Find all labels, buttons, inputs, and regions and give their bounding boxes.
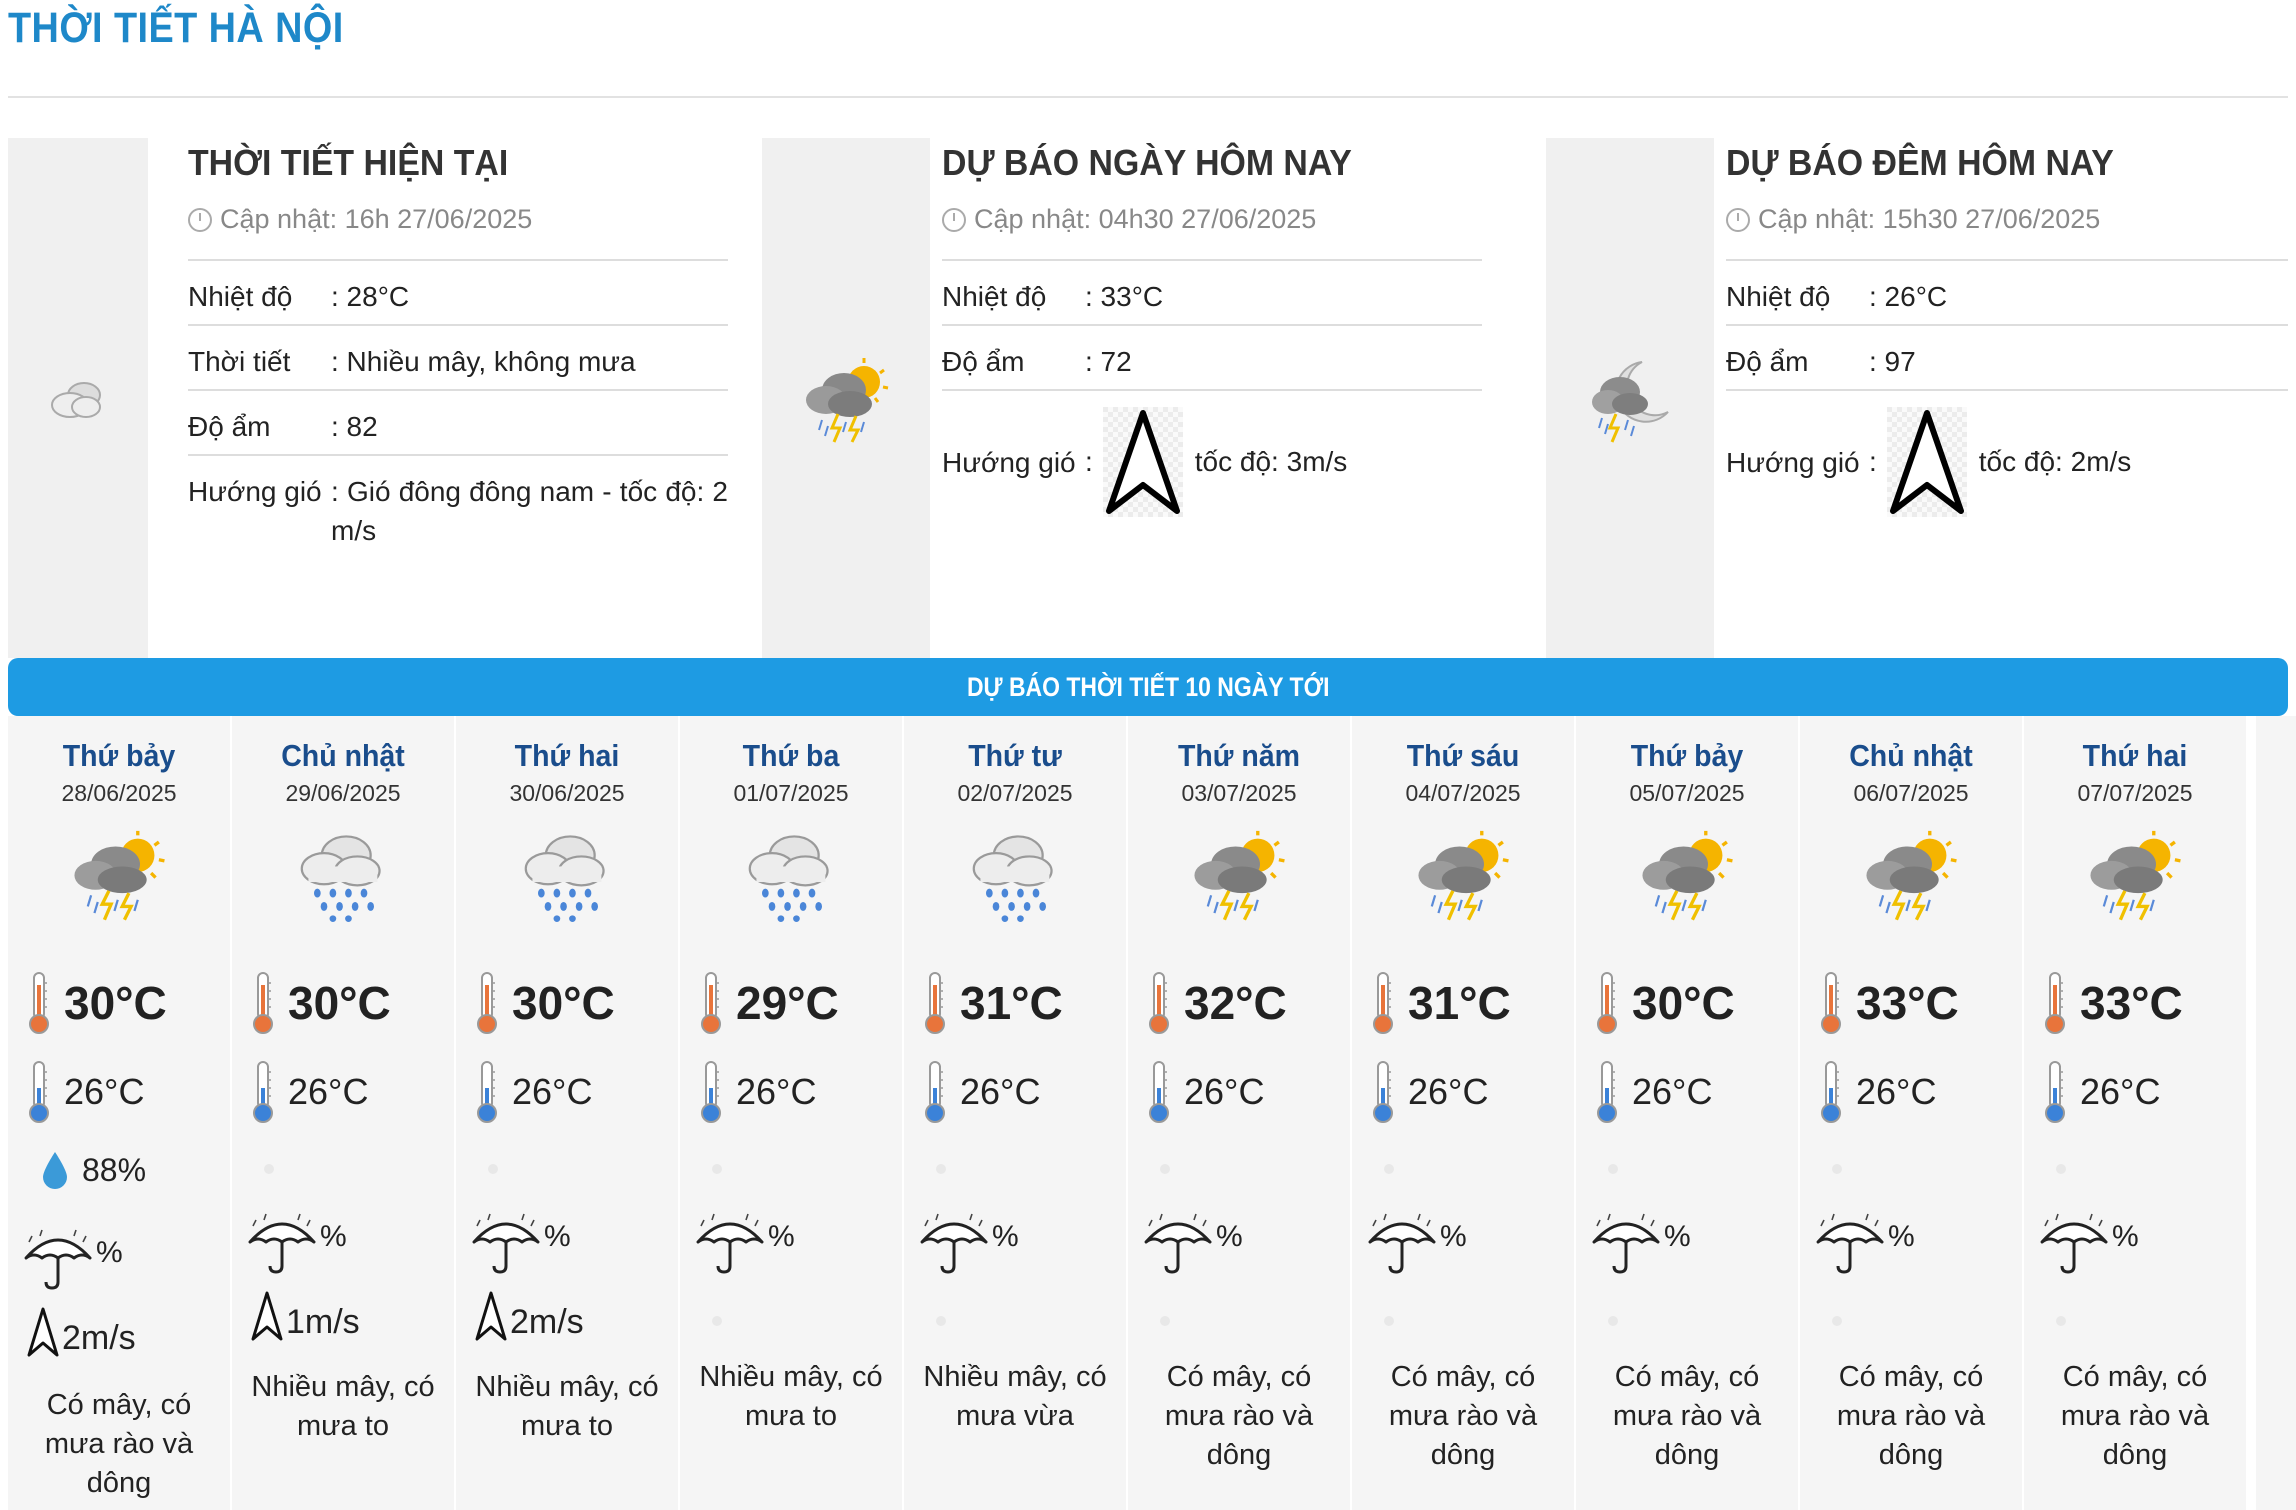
thunderstorm-sun-icon [2081,822,2191,927]
forecast-day-card [1800,716,2024,1510]
thunderstorm-sun-icon [1409,822,1519,927]
umbrella-icon [694,1212,766,1274]
min-temperature: 26°C [924,1060,1040,1124]
day-date: 02/07/2025 [957,780,1073,806]
max-temperature: 31°C [1372,971,1511,1035]
rain-chance: % [918,1212,1019,1274]
day-name: Thứ tư [968,738,1062,773]
thunderstorm-sun-icon [1633,822,1743,927]
updated-time: Cập nhật: 15h30 27/06/2025 [1726,204,2288,235]
title-divider [8,96,2288,98]
temperature-row: Nhiệt độ : 28°C [188,261,728,326]
wind-placeholder-dot [2056,1316,2066,1326]
thermometer-high-icon [2044,971,2066,1035]
weather-description: Có mây, có mưa rào và dông [1388,1361,1538,1471]
thunderstorm-moon-icon [1582,350,1678,446]
forecast-day-card [232,716,456,1510]
thermometer-high-icon [924,971,946,1035]
thermometer-low-icon [924,1060,946,1124]
max-temperature: 30°C [252,971,391,1035]
weather-description: Có mây, có mưa rào và dông [2060,1361,2210,1471]
rain-chance: % [470,1212,571,1274]
min-temperature: 26°C [700,1060,816,1124]
card-title: DỰ BÁO NGÀY HÔM NAY [942,142,1352,183]
day-date: 28/06/2025 [61,780,177,806]
day-date: 05/07/2025 [1629,780,1745,806]
thermometer-low-icon [1820,1060,1842,1124]
humidity-row: Độ ẩm : 72 [942,326,1482,391]
min-temperature: 26°C [1820,1060,1936,1124]
thermometer-low-icon [1596,1060,1618,1124]
max-temperature: 33°C [2044,971,2183,1035]
ten-day-forecast-list [8,716,2256,1510]
humidity-placeholder-dot [1608,1164,1618,1174]
weather-description: Nhiều mây, có mưa vừa [923,1361,1107,1432]
today-forecast-icon-panel [762,138,930,658]
thermometer-low-icon [700,1060,722,1124]
page-title: THỜI TIẾT HÀ NỘI [8,4,344,52]
thermometer-high-icon [476,971,498,1035]
thunderstorm-sun-icon [1857,822,1967,927]
thunderstorm-sun-icon [798,350,894,446]
thermometer-low-icon [2044,1060,2066,1124]
umbrella-icon [1142,1212,1214,1274]
tonight-forecast-icon-panel [1546,138,1714,658]
rain-cloud-icon [737,822,847,927]
day-name: Thứ ba [742,738,840,773]
min-temperature: 26°C [1148,1060,1264,1124]
day-name: Thứ hai [514,738,620,773]
humidity-placeholder-dot [2056,1164,2066,1174]
wind-direction-arrow-icon [1103,407,1183,517]
weather-description: Có mây, có mưa rào và dông [1164,1361,1314,1471]
humidity-row: Độ ẩm : 82 [188,391,728,456]
day-name: Thứ năm [1177,738,1301,773]
wind-row: Hướng gió : tốc độ: 3m/s [942,391,1482,517]
rain-chance: % [2038,1212,2139,1274]
max-temperature: 30°C [476,971,615,1035]
thermometer-low-icon [476,1060,498,1124]
current-weather-icon-panel [8,138,148,658]
min-temperature: 26°C [252,1060,368,1124]
umbrella-icon [470,1212,542,1274]
rain-chance: % [246,1212,347,1274]
day-name: Chủ nhật [1849,738,1973,773]
min-temperature: 26°C [476,1060,592,1124]
humidity-placeholder-dot [1832,1164,1842,1174]
max-temperature: 31°C [924,971,1063,1035]
min-temperature: 26°C [1372,1060,1488,1124]
thermometer-high-icon [1820,971,1842,1035]
rain-chance: % [1142,1212,1243,1274]
weather-description: Nhiều mây, có mưa to [251,1371,435,1442]
thermometer-high-icon [700,971,722,1035]
weather-description: Nhiều mây, có mưa to [475,1371,659,1442]
thermometer-high-icon [28,971,50,1035]
forecast-day-card [904,716,1128,1510]
wind-speed: tốc độ: 3m/s [1194,446,1348,477]
weather-description: Nhiều mây, có mưa to [699,1361,883,1432]
day-date: 30/06/2025 [509,780,625,806]
wind-arrow-icon [474,1290,508,1342]
rain-chance: % [1366,1212,1467,1274]
wind-speed: 1m/s [250,1290,360,1342]
humidity-placeholder-dot [1384,1164,1394,1174]
wind-speed: 2m/s [474,1290,584,1342]
thermometer-high-icon [1596,971,1618,1035]
umbrella-icon [22,1228,94,1290]
thunderstorm-sun-icon [65,822,175,927]
wind-row: Hướng gió : tốc độ: 2m/s [1726,391,2288,517]
umbrella-icon [1590,1212,1662,1274]
rain-chance: % [694,1212,795,1274]
day-name: Chủ nhật [281,738,405,773]
thermometer-low-icon [1148,1060,1170,1124]
rain-cloud-icon [289,822,399,927]
rain-chance: % [22,1228,123,1290]
humidity: 88% [40,1150,146,1190]
thunderstorm-sun-icon [1185,822,1295,927]
thermometer-high-icon [252,971,274,1035]
weather-description: Có mây, có mưa rào và dông [1612,1361,1762,1471]
wind-placeholder-dot [1384,1316,1394,1326]
thermometer-low-icon [28,1060,50,1124]
humidity-placeholder-dot [488,1164,498,1174]
day-name: Thứ bảy [1630,738,1744,773]
day-name: Thứ sáu [1406,738,1520,773]
wind-placeholder-dot [1608,1316,1618,1326]
forecast-day-card [2024,716,2248,1510]
clock-icon [188,208,212,232]
day-date: 07/07/2025 [2077,780,2193,806]
temperature-row: Nhiệt độ : 33°C [942,261,1482,326]
clock-icon [942,208,966,232]
current-weather-card [8,138,728,658]
forecast-day-card [680,716,904,1510]
wind-direction-arrow-icon [1887,407,1967,517]
max-temperature: 29°C [700,971,839,1035]
clock-icon [1726,208,1750,232]
max-temperature: 32°C [1148,971,1287,1035]
weather-description: Có mây, có mưa rào và dông [44,1389,194,1499]
forecast-day-card [1128,716,1352,1510]
ten-day-forecast-banner: DỰ BÁO THỜI TIẾT 10 NGÀY TỚI [8,658,2288,716]
humidity-placeholder-dot [936,1164,946,1174]
temperature-row: Nhiệt độ : 26°C [1726,261,2288,326]
wind-placeholder-dot [936,1316,946,1326]
thermometer-low-icon [1372,1060,1394,1124]
umbrella-icon [2038,1212,2110,1274]
day-date: 01/07/2025 [733,780,849,806]
wind-placeholder-dot [1832,1316,1842,1326]
updated-time: Cập nhật: 16h 27/06/2025 [188,204,728,235]
rain-cloud-icon [961,822,1071,927]
umbrella-icon [1814,1212,1886,1274]
wind-placeholder-dot [712,1316,722,1326]
today-forecast-card [762,138,1482,658]
wind-placeholder-dot [1160,1316,1170,1326]
day-date: 06/07/2025 [1853,780,1969,806]
condition-row: Thời tiết : Nhiều mây, không mưa [188,326,728,391]
min-temperature: 26°C [1596,1060,1712,1124]
min-temperature: 26°C [2044,1060,2160,1124]
wind-speed: tốc độ: 2m/s [1978,446,2132,477]
wind-arrow-icon [26,1306,60,1358]
rain-chance: % [1590,1212,1691,1274]
card-title: THỜI TIẾT HIỆN TẠI [188,142,509,183]
forecast-day-card [8,716,232,1510]
cloudy-icon [48,373,108,423]
umbrella-icon [918,1212,990,1274]
wind-row: Hướng gió : Gió đông đông nam - tốc độ: 2 m/s [188,476,728,546]
wind-arrow-icon [250,1290,284,1342]
min-temperature: 26°C [28,1060,144,1124]
card-title: DỰ BÁO ĐÊM HÔM NAY [1726,142,2114,183]
thermometer-high-icon [1372,971,1394,1035]
rain-cloud-icon [513,822,623,927]
updated-time: Cập nhật: 04h30 27/06/2025 [942,204,1482,235]
max-temperature: 30°C [1596,971,1735,1035]
humidity-row: Độ ẩm : 97 [1726,326,2288,391]
day-date: 29/06/2025 [285,780,401,806]
max-temperature: 33°C [1820,971,1959,1035]
rain-chance: % [1814,1212,1915,1274]
humidity-placeholder-dot [264,1164,274,1174]
max-temperature: 30°C [28,971,167,1035]
thermometer-high-icon [1148,971,1170,1035]
day-name: Thứ bảy [62,738,176,773]
umbrella-icon [246,1212,318,1274]
humidity-placeholder-dot [1160,1164,1170,1174]
day-name: Thứ hai [2082,738,2188,773]
forecast-list-end [2256,716,2296,1510]
humidity-placeholder-dot [712,1164,722,1174]
day-date: 03/07/2025 [1181,780,1297,806]
humidity-drop-icon [40,1150,70,1190]
day-date: 04/07/2025 [1405,780,1521,806]
weather-description: Có mây, có mưa rào và dông [1836,1361,1986,1471]
tonight-forecast-card [1546,138,2288,658]
forecast-day-card [456,716,680,1510]
thermometer-low-icon [252,1060,274,1124]
forecast-day-card [1352,716,1576,1510]
wind-speed: 2m/s [26,1306,136,1358]
umbrella-icon [1366,1212,1438,1274]
forecast-day-card [1576,716,1800,1510]
